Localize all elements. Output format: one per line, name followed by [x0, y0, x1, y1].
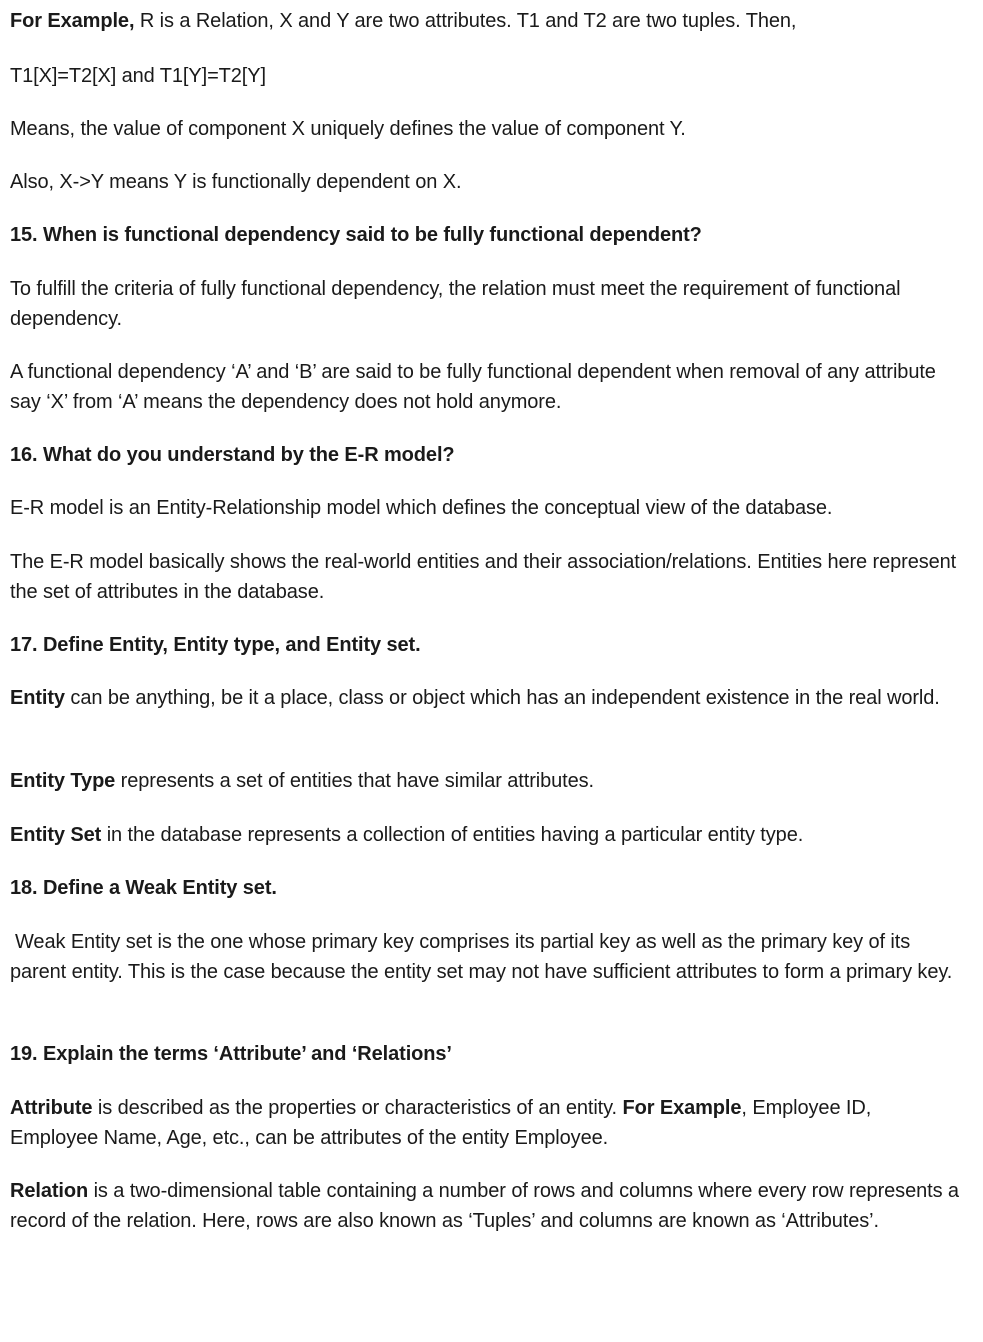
intro-paragraph-tuples: T1[X]=T2[X] and T1[Y]=T2[Y]: [10, 65, 266, 87]
intro-paragraph-example: [10, 7, 960, 37]
question-19-heading: 19. Explain the terms ‘Attribute’ and ‘Relations’: [10, 1043, 452, 1065]
entity-description: can be anything, be it a place, class or object which has an independent existence in the real world.: [64, 687, 940, 709]
for-example-label: For Example,: [10, 10, 135, 32]
weak-entity-description: Weak Entity set is the one whose primary key comprises its partial key as well as the primary key of its parent entity. This is the case because the entity set may not have sufficient attributes to form a primary key.: [10, 931, 953, 983]
entity-term: Entity: [10, 687, 65, 709]
entity-type-description: represents a set of entities that have similar attributes.: [115, 770, 594, 792]
intro-paragraph-means: Means, the value of component X uniquely defines the value of component Y.: [10, 118, 686, 140]
relation-description: is a two-dimensional table containing a number of rows and columns where every row represents a record of the relation. Here, rows are also known as ‘Tuples’ and columns are known as ‘Attributes’.: [10, 1180, 959, 1232]
question-15-paragraph-2: A functional dependency ‘A’ and ‘B’ are said to be fully functional dependent when removal of any attribute say ‘X’ from ‘A’ means the dependency does not hold anymore.: [10, 361, 936, 413]
relation-term: Relation: [10, 1180, 89, 1202]
entity-set-description: in the database represents a collection of entities having a particular entity type.: [101, 824, 804, 846]
intro-example-text: R is a Relation, X and Y are two attributes. T1 and T2 are two tuples. Then,: [134, 10, 797, 32]
question-19-relation-paragraph: [10, 1177, 960, 1236]
attribute-term: Attribute: [10, 1097, 93, 1119]
attribute-for-example-label: For Example: [622, 1097, 742, 1119]
question-17-heading: 17. Define Entity, Entity type, and Entity set.: [10, 634, 421, 656]
question-15-paragraph-1: To fulfill the criteria of fully functional dependency, the relation must meet the requirement of functional dependency.: [10, 278, 901, 330]
question-17-entity-set-paragraph: [10, 821, 960, 851]
question-18-heading: 18. Define a Weak Entity set.: [10, 877, 277, 899]
question-19-attribute-paragraph: [10, 1094, 960, 1153]
question-18-paragraph: [10, 928, 960, 987]
question-17-entity-type-paragraph: [10, 767, 960, 797]
question-16-paragraph-1: E-R model is an Entity-Relationship model which defines the conceptual view of the database.: [10, 497, 833, 519]
entity-type-term: Entity Type: [10, 770, 116, 792]
question-17-entity-paragraph: [10, 684, 960, 714]
attribute-description-1: is described as the properties or characteristics of an entity.: [92, 1097, 623, 1119]
question-15-heading: 15. When is functional dependency said to be fully functional dependent?: [10, 224, 702, 246]
question-16-paragraph-2: The E-R model basically shows the real-world entities and their association/relations. Entities here represent the set of attributes in the database.: [10, 551, 957, 603]
attribute-description-2: , Employee ID, Employee Name, Age, etc., can be attributes of the entity Employee.: [10, 1097, 872, 1149]
entity-set-term: Entity Set: [10, 824, 102, 846]
intro-paragraph-also: Also, X->Y means Y is functionally dependent on X.: [10, 171, 462, 193]
question-16-heading: 16. What do you understand by the E-R model?: [10, 444, 455, 466]
